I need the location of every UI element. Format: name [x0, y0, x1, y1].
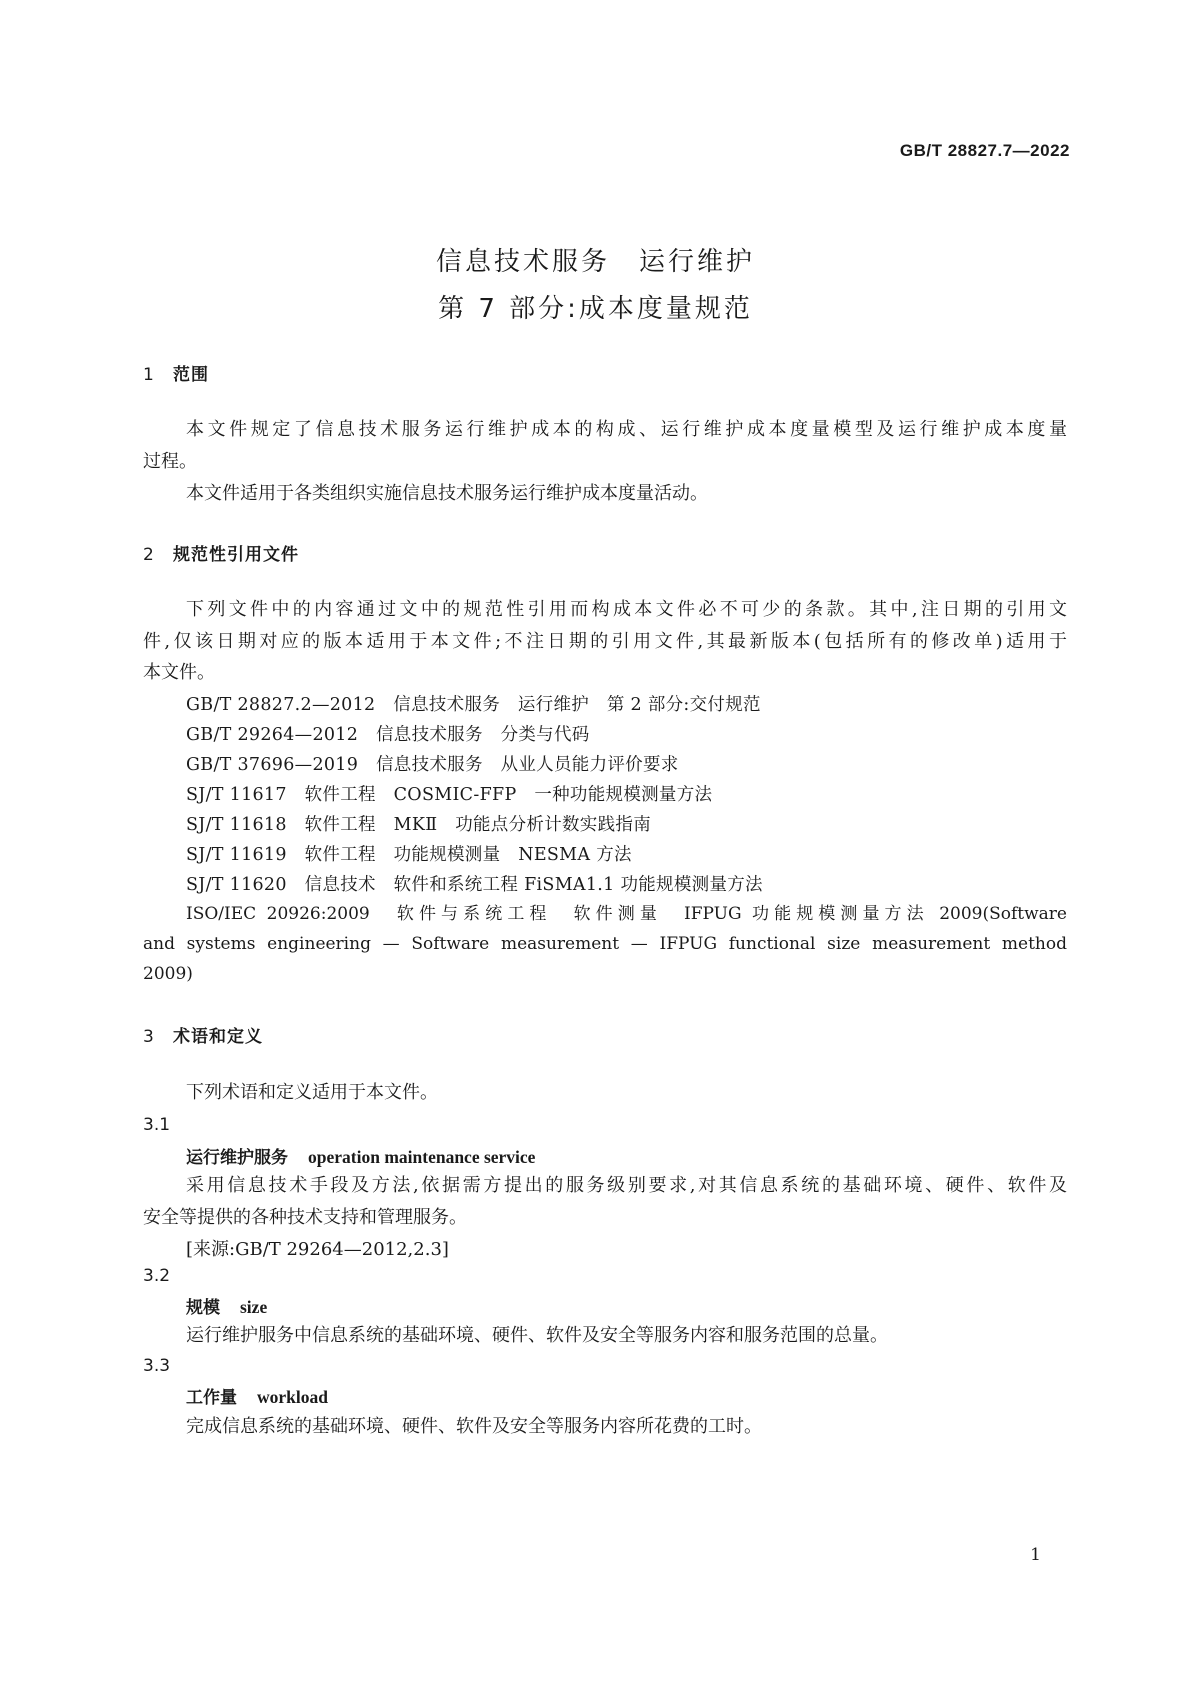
- term-en: size: [240, 1297, 268, 1317]
- section-1-paragraph-1b: 过程。: [143, 451, 197, 472]
- section-title: 规范性引用文件: [173, 545, 299, 565]
- section-number: 3: [143, 1027, 155, 1047]
- term-definition-line1: 运行维护服务中信息系统的基础环境、硬件、软件及安全等服务内容和服务范围的总量。: [186, 1325, 888, 1346]
- term-en: workload: [257, 1387, 328, 1407]
- reference-item: GB/T 29264—2012 信息技术服务 分类与代码: [186, 725, 590, 745]
- reference-item: SJ/T 11618 软件工程 MKⅡ 功能点分析计数实践指南: [186, 815, 651, 835]
- term-zh: 运行维护服务: [186, 1148, 288, 1168]
- section-number: 1: [143, 365, 155, 385]
- page-number: 1: [1030, 1545, 1041, 1565]
- section-3-heading: [143, 1022, 263, 1047]
- section-2-paragraph-1a: 下列文件中的内容通过文中的规范性引用而构成本文件必不可少的条款。其中,注日期的引用文: [186, 599, 1067, 620]
- document-title-line1: 信息技术服务 运行维护: [435, 247, 755, 277]
- section-1-paragraph-1a: 本文件规定了信息技术服务运行维护成本的构成、运行维护成本度量模型及运行维护成本度量: [186, 419, 1067, 440]
- term-heading: [186, 1293, 267, 1318]
- reference-item: GB/T 28827.2—2012 信息技术服务 运行维护 第 2 部分:交付规范: [186, 695, 761, 715]
- term-heading: [186, 1383, 328, 1408]
- reference-item: GB/T 37696—2019 信息技术服务 从业人员能力评价要求: [186, 755, 679, 775]
- standard-number: GB/T 28827.7—2022: [899, 141, 1070, 160]
- reference-item: SJ/T 11619 软件工程 功能规模测量 NESMA 方法: [186, 845, 632, 865]
- term-definition-line2: 安全等提供的各种技术支持和管理服务。: [143, 1207, 467, 1228]
- document-title-line2: 第 7 部分:成本度量规范: [438, 294, 753, 324]
- section-title: 术语和定义: [173, 1027, 263, 1047]
- reference-item: SJ/T 11617 软件工程 COSMIC-FFP 一种功能规模测量方法: [186, 785, 713, 805]
- section-1-heading: [143, 360, 209, 385]
- section-title: 范围: [173, 365, 209, 385]
- term-en: operation maintenance service: [308, 1147, 536, 1167]
- term-number: 3.2: [143, 1266, 171, 1286]
- term-zh: 工作量: [186, 1388, 237, 1408]
- section-2-heading: [143, 540, 299, 565]
- section-2-paragraph-1c: 本文件。: [143, 662, 215, 683]
- section-1-paragraph-2: 本文件适用于各类组织实施信息技术服务运行维护成本度量活动。: [186, 483, 708, 504]
- term-number: 3.3: [143, 1356, 171, 1376]
- section-3-intro: 下列术语和定义适用于本文件。: [186, 1082, 438, 1103]
- term-source: [来源:GB/T 29264—2012,2.3]: [186, 1239, 449, 1260]
- term-definition-line1: 采用信息技术手段及方法,依据需方提出的服务级别要求,对其信息系统的基础环境、硬件、软件及: [186, 1175, 1067, 1196]
- term-number: 3.1: [143, 1115, 171, 1135]
- term-heading: [186, 1143, 535, 1168]
- reference-iso-line1: ISO/IEC 20926:2009 软件与系统工程 软件测量 IFPUG 功能规模测量方法 2009(Software: [186, 904, 1067, 924]
- section-number: 2: [143, 545, 155, 565]
- term-zh: 规模: [186, 1298, 220, 1318]
- section-2-paragraph-1b: 件,仅该日期对应的版本适用于本文件;不注日期的引用文件,其最新版本(包括所有的修改单)适用于: [143, 631, 1067, 652]
- reference-iso-line3: 2009): [143, 964, 193, 984]
- term-definition-line1: 完成信息系统的基础环境、硬件、软件及安全等服务内容所花费的工时。: [186, 1416, 762, 1437]
- reference-item: SJ/T 11620 信息技术 软件和系统工程 FiSMA1.1 功能规模测量方法: [186, 875, 763, 895]
- reference-iso-line2: and systems engineering — Software measurement — IFPUG functional size measurement method: [143, 934, 1067, 954]
